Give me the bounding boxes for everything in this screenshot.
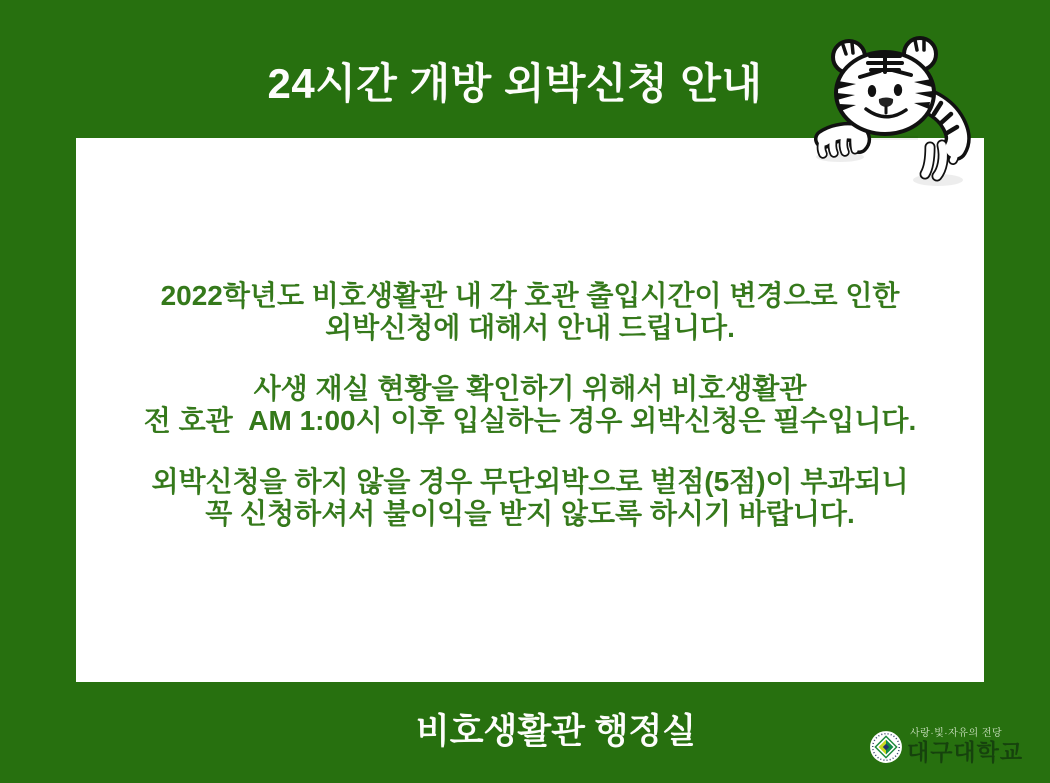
tiger-mascot-icon (798, 27, 978, 192)
university-name: 대구대학교 (907, 739, 1024, 765)
notice-paragraph-2 (76, 373, 984, 437)
content-panel (76, 138, 984, 682)
notice-line: 외박신청을 하지 않을 경우 무단외박으로 벌점(5점)이 부과되니 (151, 466, 909, 497)
notice-line: 사생 재실 현황을 확인하기 위해서 비호생활관 (253, 373, 807, 404)
university-logo (869, 728, 1023, 765)
university-logo-text (907, 728, 1023, 765)
notice-paragraph-3 (76, 466, 984, 530)
notice-text (76, 138, 984, 530)
poster-title: 24시간 개방 외박신청 안내 (267, 60, 763, 107)
notice-line: 꼭 신청하셔서 불이익을 받지 않도록 하시기 바랍니다. (205, 498, 855, 529)
notice-line: 외박신청에 대해서 안내 드립니다. (325, 312, 735, 343)
notice-line: 2022학년도 비호생활관 내 각 호관 출입시간이 변경으로 인한 (160, 280, 900, 311)
university-emblem-icon (869, 730, 903, 764)
notice-paragraph-1 (76, 280, 984, 344)
university-tagline: 사랑·빛·자유의 전당 (910, 728, 1003, 739)
notice-line: 전 호관 AM 1:00시 이후 입실하는 경우 외박신청은 필수입니다. (143, 405, 917, 436)
footer-department: 비호생활관 행정실 (415, 712, 697, 751)
